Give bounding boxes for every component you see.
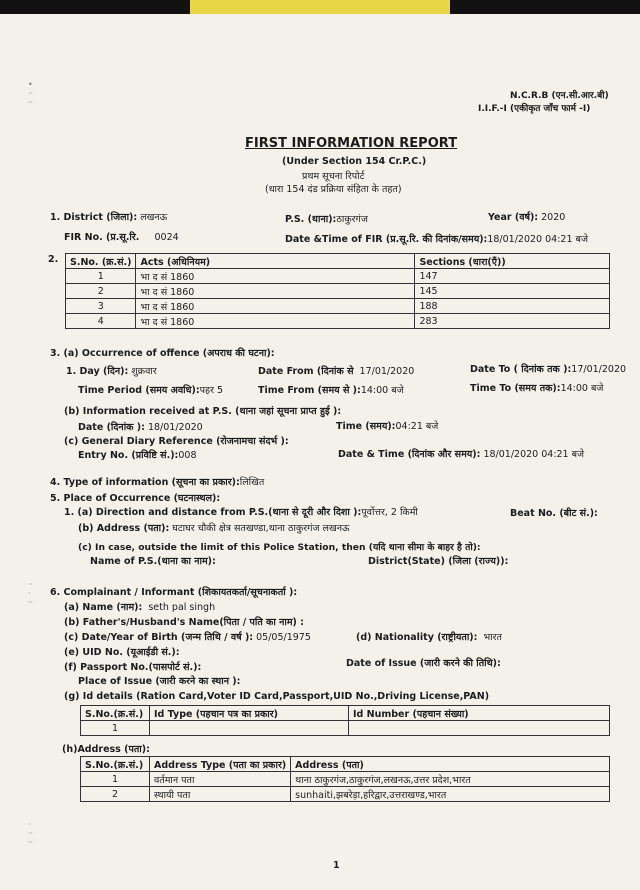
act-section: 147 xyxy=(415,269,610,284)
col-id-number: Id Number (पहचान संख्या) xyxy=(349,706,610,721)
nationality-field: (d) Nationality (राष्ट्रीयता): भारत xyxy=(356,632,502,643)
table-row xyxy=(66,299,610,314)
ncrb-code: N.C.R.B (एन.सी.आर.बी) xyxy=(510,91,609,101)
complainant-heading: 6. Complainant / Informant (शिकायतकर्ता/सूचनाकर्ता ): xyxy=(50,587,298,598)
address-header-row xyxy=(81,757,610,772)
fir-datetime-field: Date &Time of FIR (प्र.सू.रि. की दिनांक/समय):18/01/2020 04:21 बजे xyxy=(285,234,588,245)
acts-table xyxy=(65,253,610,329)
info-time-field: Time (समय):04:21 बजे xyxy=(336,421,439,432)
date-to-field: Date To ( दिनांक तक ):17/01/2020 xyxy=(470,364,627,375)
info-received-heading: (b) Information received at P.S. (थाना जहां सूचना प्राप्त हुई ): xyxy=(64,406,342,417)
col-addr-value: Address (पता) xyxy=(291,757,610,772)
info-date-field: Date (दिनांक ): 18/01/2020 xyxy=(78,422,203,433)
beat-no-field: Beat No. (बीट सं.): xyxy=(510,508,598,519)
outside-ps-name-field: Name of P.S.(थाना का नाम): xyxy=(90,556,216,567)
addr-value: sunhaiti,झबरेड़ा,हरिद्वार,उत्तराखण्ड,भारत xyxy=(291,787,610,802)
col-addr-type: Address Type (पता का प्रकार) xyxy=(150,757,291,772)
time-from-field: Time From (समय से ):14:00 बजे xyxy=(258,385,404,396)
complainant-name-field: (a) Name (नाम): seth pal singh xyxy=(64,602,216,613)
uid-field: (e) UID No. (यूआईडी सं.): xyxy=(64,647,180,658)
table-row xyxy=(81,787,610,802)
time-to-field: Time To (समय तक):14:00 बजे xyxy=(470,383,604,394)
act-name: भा द सं 1860 xyxy=(136,269,415,284)
addr-type: स्थायी पता xyxy=(150,787,291,802)
entry-no-field: Entry No. (प्रविष्टि सं.):008 xyxy=(78,450,197,461)
report-title: FIRST INFORMATION REPORT xyxy=(245,136,458,151)
col-sections: Sections (धारा(एँ)) xyxy=(415,254,610,269)
id-type xyxy=(150,721,349,736)
margin-mark: · ·· ·· xyxy=(28,820,34,847)
table-row xyxy=(66,269,610,284)
page-number: 1 xyxy=(333,860,340,871)
iif-code: I.I.F.-I (एकीकृत जाँच फार्म -I) xyxy=(478,104,591,114)
section-hindi: (धारा 154 दंड प्रक्रिया संहिता के तहत) xyxy=(265,184,402,195)
info-type-field: 4. Type of information (सूचना का प्रकार):लिखित xyxy=(50,477,265,488)
fir-number-field: FIR No. (प्र.सू.रि. 0024 xyxy=(64,232,179,243)
outside-district-field: District(State) (जिला (राज्य)): xyxy=(368,556,509,567)
table-row xyxy=(66,314,610,329)
district-field: 1. District (जिला): लखनऊ xyxy=(50,212,168,223)
year-field: Year (वर्ष): 2020 xyxy=(488,212,566,223)
outside-limit-label: (c) In case, outside the limit of this Police Station, then (यदि थाना सीमा के बाहर है तो): xyxy=(78,542,481,553)
top-edge-band xyxy=(0,0,640,14)
table-row xyxy=(66,284,610,299)
id-header-row xyxy=(81,706,610,721)
direction-field: 1. (a) Direction and distance from P.S.(थाना से दूरी और दिशा ):पूर्वोत्तर, 2 किमी xyxy=(64,507,418,518)
act-sno: 4 xyxy=(66,314,136,329)
diary-reference-heading: (c) General Diary Reference (रोजनामचा संदर्भ ): xyxy=(64,436,289,447)
date-from-field: Date From (दिनांक से 17/01/2020 xyxy=(258,366,415,377)
addr-sno: 1 xyxy=(81,772,150,787)
dob-field: (c) Date/Year of Birth (जन्म तिथि / वर्ष ): 05/05/1975 xyxy=(64,632,311,643)
act-name: भा द सं 1860 xyxy=(136,299,415,314)
issue-date-field: Date of Issue (जारी करने की तिथि): xyxy=(346,658,501,669)
passport-field: (f) Passport No.(पासपोर्ट सं.): xyxy=(64,662,202,673)
margin-mark: ·· · ·· xyxy=(28,580,34,607)
col-id-type: Id Type (पहचान पत्र का प्रकार) xyxy=(150,706,349,721)
act-name: भा द सं 1860 xyxy=(136,314,415,329)
addr-sno: 2 xyxy=(81,787,150,802)
act-section: 283 xyxy=(415,314,610,329)
addr-value: थाना ठाकुरगंज,ठाकुरगंज,लखनऊ,उत्तर प्रदेश,भारत xyxy=(291,772,610,787)
address-heading: (h)Address (पता): xyxy=(62,744,150,755)
highlight-strip xyxy=(190,0,450,14)
col-addr-sno: S.No.(क्र.सं.) xyxy=(81,757,150,772)
section-2-number: 2. xyxy=(48,254,59,265)
acts-header-row xyxy=(66,254,610,269)
col-id-sno: S.No.(क्र.सं.) xyxy=(81,706,150,721)
act-sno: 3 xyxy=(66,299,136,314)
issue-place-field: Place of Issue (जारी करने का स्थान ): xyxy=(78,676,241,687)
col-acts: Acts (अधिनियम) xyxy=(136,254,415,269)
place-address-field: (b) Address (पता): घटाघर चौकी क्षेत्र सतखण्डा,थाना ठाकुरगंज लखनऊ xyxy=(78,523,350,534)
ps-field: P.S. (थाना):ठाकुरगंज xyxy=(285,214,368,225)
place-heading: 5. Place of Occurrence (घटनास्थल): xyxy=(50,493,221,504)
addr-type: वर्तमान पता xyxy=(150,772,291,787)
margin-mark: • ·· ·· xyxy=(28,80,34,107)
act-sno: 1 xyxy=(66,269,136,284)
act-name: भा द सं 1860 xyxy=(136,284,415,299)
table-row xyxy=(81,721,610,736)
id-details-heading: (g) Id details (Ration Card,Voter ID Card,Passport,UID No.,Driving License,PAN) xyxy=(64,691,490,702)
father-name-field: (b) Father's/Husband's Name(पिता / पति का नाम) : xyxy=(64,617,304,628)
table-row xyxy=(81,772,610,787)
act-sno: 2 xyxy=(66,284,136,299)
time-period-field: Time Period (समय अवधि):पहर 5 xyxy=(78,385,224,396)
id-sno: 1 xyxy=(81,721,150,736)
id-number xyxy=(349,721,610,736)
diary-datetime-field: Date & Time (दिनांक और समय): 18/01/2020 04:21 बजे xyxy=(338,449,585,460)
day-field: 1. Day (दिन): शुक्रवार xyxy=(66,366,157,377)
occurrence-heading: 3. (a) Occurrence of offence (अपराध की घटना): xyxy=(50,348,275,359)
title-hindi: प्रथम सूचना रिपोर्ट xyxy=(302,171,365,182)
address-table xyxy=(80,756,610,802)
id-details-table xyxy=(80,705,610,736)
col-sno: S.No. (क्र.सं.) xyxy=(66,254,136,269)
act-section: 145 xyxy=(415,284,610,299)
act-section: 188 xyxy=(415,299,610,314)
under-section: (Under Section 154 Cr.P.C.) xyxy=(282,156,427,167)
